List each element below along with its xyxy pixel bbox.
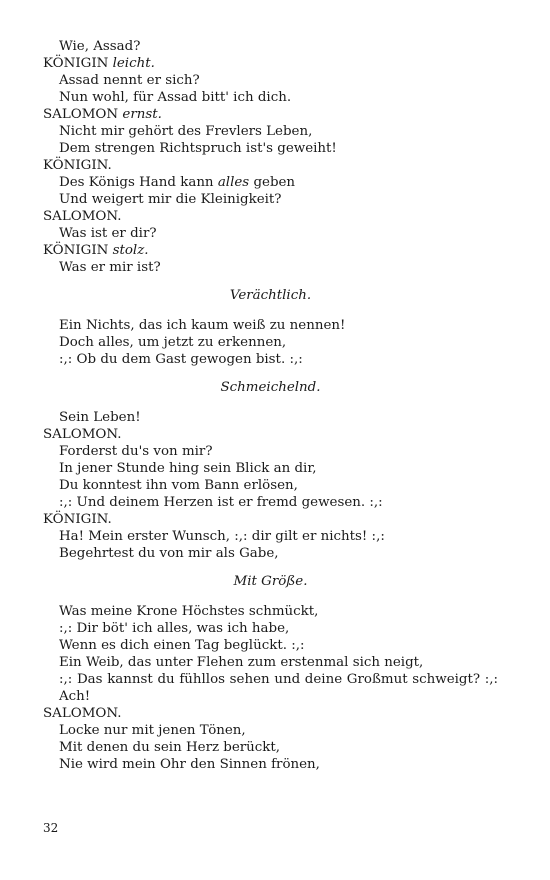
line-text: :,: Und deinem Herzen ist er fremd gewesen. :,: xyxy=(59,495,383,510)
verse-line xyxy=(43,688,498,705)
verse-line xyxy=(43,494,498,511)
line-text: Begehrtest du von mir als Gabe, xyxy=(59,546,279,561)
verse-line xyxy=(43,477,498,494)
verse-line xyxy=(43,317,498,334)
verse-line xyxy=(43,123,498,140)
line-text: Was meine Krone Höchstes schmückt, xyxy=(59,604,319,619)
line-text: Ein Weib, das unter Flehen zum erstenmal sich neigt, xyxy=(59,655,424,670)
verse-line xyxy=(43,528,498,545)
verse-line xyxy=(43,140,498,157)
verse-line xyxy=(43,637,498,654)
verse-line xyxy=(43,460,498,477)
line-text: :,: Ob du dem Gast gewogen bist. :,: xyxy=(59,352,303,367)
line-text: Was ist er dir? xyxy=(59,226,157,241)
stage-direction xyxy=(43,573,498,590)
libretto-text xyxy=(43,38,498,773)
line-text: Des Königs Hand kann xyxy=(59,175,218,190)
verse-line xyxy=(43,756,498,773)
verse-line xyxy=(43,38,498,55)
line-text: Was er mir ist? xyxy=(59,260,161,275)
line-text: Wenn es dich einen Tag beglückt. :,: xyxy=(59,638,305,653)
verse-line xyxy=(43,654,498,671)
italic-text: stolz. xyxy=(112,243,149,258)
speaker-heading xyxy=(43,55,498,72)
verse-line xyxy=(43,443,498,460)
speaker-heading xyxy=(43,157,498,174)
line-text: SALOMON xyxy=(43,107,123,122)
verse-line xyxy=(43,174,498,191)
line-text: Assad nennt er sich? xyxy=(59,73,200,88)
line-text: Ha! Mein erster Wunsch, :,: dir gilt er nichts! :,: xyxy=(59,529,385,544)
line-text: Dem strengen Richtspruch ist's geweiht! xyxy=(59,141,337,156)
line-text: Sein Leben! xyxy=(59,410,141,425)
line-text: Nicht mir gehört des Frevlers Leben, xyxy=(59,124,313,139)
verse-line xyxy=(43,334,498,351)
verse-line xyxy=(43,191,498,208)
page-number: 32 xyxy=(43,821,59,835)
line-text: SALOMON. xyxy=(43,706,122,721)
line-text: SALOMON. xyxy=(43,427,122,442)
speaker-heading xyxy=(43,208,498,225)
italic-text: Verächtlich. xyxy=(229,288,312,303)
line-text: Und weigert mir die Kleinigkeit? xyxy=(59,192,282,207)
speaker-heading xyxy=(43,426,498,443)
line-text: Ach! xyxy=(59,689,91,704)
line-text: Forderst du's von mir? xyxy=(59,444,213,459)
italic-text: Mit Größe. xyxy=(233,574,308,589)
line-text: geben xyxy=(249,175,296,190)
line-text: Nun wohl, für Assad bitt' ich dich. xyxy=(59,90,292,105)
verse-line xyxy=(43,259,498,276)
line-text: Ein Nichts, das ich kaum weiß zu nennen! xyxy=(59,318,346,333)
line-text: :,: Das kannst du fühllos sehen und deine Großmut schweigt? :,: xyxy=(59,672,498,687)
italic-text: Schmeichelnd. xyxy=(220,380,321,395)
speaker-heading xyxy=(43,705,498,722)
stage-direction xyxy=(43,287,498,304)
italic-text: leicht. xyxy=(112,56,155,71)
verse-line xyxy=(43,89,498,106)
speaker-heading xyxy=(43,242,498,259)
verse-line xyxy=(43,409,498,426)
verse-line xyxy=(43,225,498,242)
speaker-heading xyxy=(43,511,498,528)
verse-line xyxy=(43,603,498,620)
stage-direction xyxy=(43,379,498,396)
italic-text: alles xyxy=(217,175,250,190)
italic-text: ernst. xyxy=(122,107,162,122)
line-text: :,: Dir böt' ich alles, was ich habe, xyxy=(59,621,290,636)
verse-line xyxy=(43,671,498,688)
line-text: KÖNIGIN. xyxy=(43,158,112,173)
line-text: KÖNIGIN xyxy=(43,243,113,258)
verse-line xyxy=(43,620,498,637)
line-text: KÖNIGIN. xyxy=(43,512,112,527)
verse-line xyxy=(43,739,498,756)
line-text: Du konntest ihn vom Bann erlösen, xyxy=(59,478,298,493)
verse-line xyxy=(43,72,498,89)
verse-line xyxy=(43,351,498,368)
speaker-heading xyxy=(43,106,498,123)
verse-line xyxy=(43,545,498,562)
line-text: In jener Stunde hing sein Blick an dir, xyxy=(59,461,317,476)
line-text: Nie wird mein Ohr den Sinnen frönen, xyxy=(59,757,320,772)
line-text: Locke nur mit jenen Tönen, xyxy=(59,723,246,738)
line-text: SALOMON. xyxy=(43,209,122,224)
line-text: Wie, Assad? xyxy=(59,39,141,54)
line-text: Mit denen du sein Herz berückt, xyxy=(59,740,281,755)
line-text: KÖNIGIN xyxy=(43,56,113,71)
line-text: Doch alles, um jetzt zu erkennen, xyxy=(59,335,287,350)
verse-line xyxy=(43,722,498,739)
